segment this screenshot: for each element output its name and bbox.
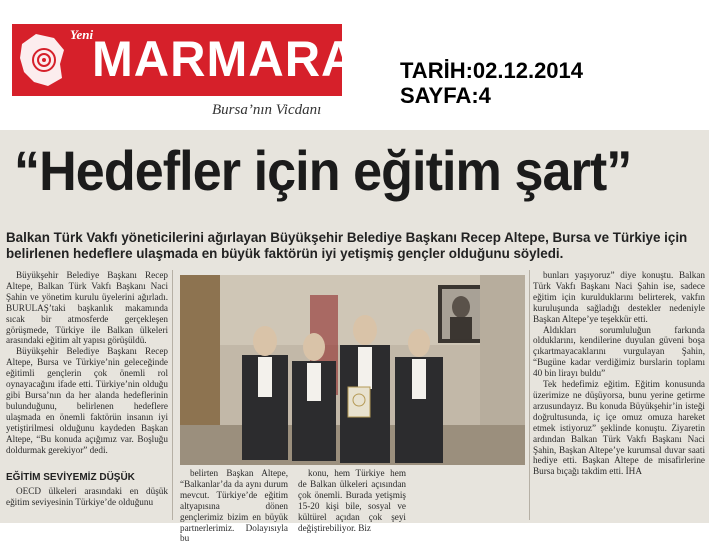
page-line: SAYFA:4 [400,83,491,108]
turkey-map-icon [16,30,68,90]
paragraph: bunları yaşıyoruz” diye konuştu. Balkan Türk Vakfı Başkanı Naci Şahin ise, sadece eğitim için kurulduklarını belirterek, vakfın kuruluşunda sağladığı destekler nedeniyle Başkan Altepe’ye teşekkür etti. [533,270,705,324]
newspaper-logo [12,24,358,96]
headline: “Hedefler için eğitim şart” [14,139,632,202]
subheading: EĞİTİM SEVİYEMİZ DÜŞÜK [6,472,135,483]
column-divider [529,270,530,520]
paragraph: belirten Başkan Altepe, “Balkanlar’da da aynı durum mevcut. Türkiye’de eğitim altyapısına dönen gençlerimiz bizim en büyük partnerlerimiz. Dolayısıyla bu [180,468,288,544]
article-photo [180,275,525,465]
lead-paragraph: Balkan Türk Vakfı yöneticilerini ağırlayan Büyükşehir Belediye Başkanı Recep Altepe, Bursa ve Türkiye için belirlenen hedeflere ulaşmada en büyük faktörün iyi yetişmiş gençler olduğunu söyledi. [6,230,688,261]
article-column-1 [6,270,168,455]
paragraph: Büyükşehir Belediye Başkanı Recep Altepe, Balkan Türk Vakfı Başkanı Naci Şahin ve yönetim kurulu üyelerini ağırladı. BURULAŞ’taki başkanlık makamında sıcak bir atmosferde gerçekleşen görüşmede, Türkiye ile Balkan ülkeleri arasındaki eğitim alt yapısı görüşüldü. [6,270,168,346]
article-column-2 [180,468,288,544]
paragraph: Tek hedefimiz eğitim. Eğitim konusunda üzerimize ne düşüyorsa, bunu yerine getirme arzusundayız. Bu konuda Büyükşehir’in isteği doğrultusunda, iç içe omuz omuza hareket etmek istiyoruz” şeklinde konuştu. Ziyaretin ardından Balkan Türk Vakfı Başkanı Naci Şahin, Başkan Altepe’ye kurumsal duvar saati hediye etti. Başkan Altepe de misafirlerine Bursa bıçağı takdim etti. İHA [533,379,705,477]
logo-prefix: Yeni [70,27,94,42]
newspaper-clipping [0,130,709,544]
paragraph: konu, hem Türkiye hem de Balkan ülkeleri açısından çok önemli. Burada yetişmiş 15-20 kişi bile, sosyal ve kültürel açıdan çok şeyi değiştirebiliyor. Biz [298,468,406,533]
paragraph: OECD ülkeleri arasındaki en düşük eğitim seviyesinin Türkiye’de olduğunu [6,486,168,507]
logo-name: MARMARA [92,31,358,87]
officials-photo [180,275,525,465]
article-column-1-continued [6,486,168,508]
article-column-3 [298,468,406,533]
paragraph: Aldıkları sorumluluğun farkında olduklarını, kendilerine duyulan güveni boşa çıkartmayacaklarını vurgulayan Şahin, “Bugüne kadar verdiğimiz burslarin toplamı 40 bin lirayı buldu” [533,324,705,379]
date-line: TARİH:02.12.2014 [400,58,584,83]
paragraph: Büyükşehir Belediye Başkanı Recep Altepe, Bursa ve Türkiye’nin geleceğinde eğitimli gençlerin çok önemli rol oynayacağını ifade etti. Türkiye’nin olduğu gibi Bursa’nın da her alanda hedeflerinin bulunduğunu, belirlenen hedeflere ulaşmada en önemli faktörün insanın iyi yetiştirilmesi olduğunu kaydeden Başkan Altepe, “Bu konuda açığımız var. Boşluğu doldurmak gerekiyor” dedi. [6,346,168,455]
tagline: Bursa’nın Vicdanı [212,102,322,118]
article-column-4 [533,270,705,477]
date-block [400,58,583,108]
column-divider [172,270,173,520]
